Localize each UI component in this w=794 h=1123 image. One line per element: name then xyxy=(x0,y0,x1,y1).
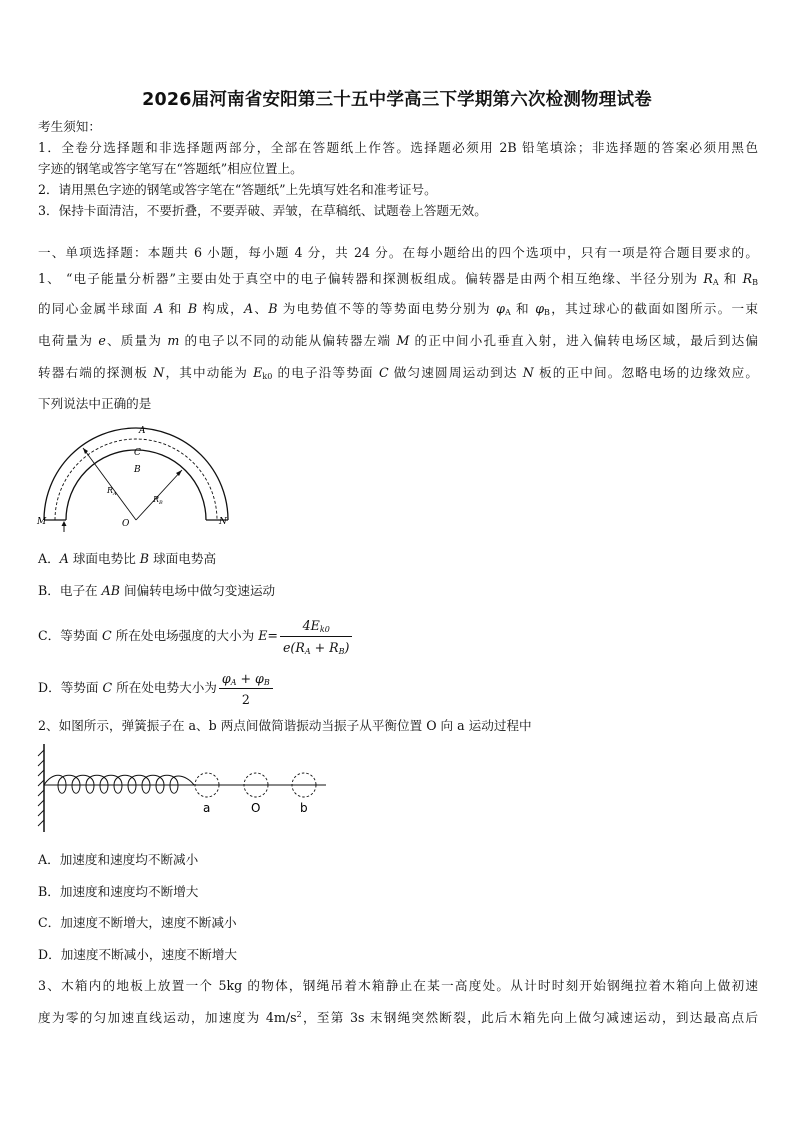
q2-spring-figure xyxy=(36,742,336,836)
q1-stem-line-4: 转器右端的探测板 N，其中动能为 $E_{k0}$ 的电子沿等势面 C 做匀速圆周运动到达 N 板的正中间。忽略电场的边缘效应。 xyxy=(38,365,758,381)
spring-coil xyxy=(44,775,194,793)
q3-stem-line-1: 3、木箱内的地板上放置一个 5kg 的物体，钢绳吊着木箱静止在某一高度处。从计时时刻开始钢绳拉着木箱向上做初速 xyxy=(38,978,758,993)
q1-option-d: D．等势面 C 所在处电势大小为 $\frac{\varphi_A + \varphi_B}{2}$ xyxy=(38,668,758,708)
label-A: A xyxy=(139,426,146,436)
q1-option-b: B．电子在 AB 间偏转电场中做匀变速运动 xyxy=(38,583,276,598)
q1-stem-line-5: 下列说法中正确的是 xyxy=(38,396,152,411)
label-M: M xyxy=(37,517,47,527)
label-C: C xyxy=(134,448,141,458)
label-a: a xyxy=(203,801,211,815)
label-RA: $R_A$ xyxy=(107,486,117,497)
label-O: O xyxy=(122,519,130,529)
q3-stem-line-2: 度为零的匀加速直线运动，加速度为 $4m/s^2$，至第 3s 末钢绳突然断裂，此后木箱先向上做匀减速运动，到达最高点后 xyxy=(38,1010,759,1025)
page-title: 2026届河南省安阳第三十五中学高三下学期第六次检测物理试卷 xyxy=(142,90,652,110)
inner-hemisphere-B xyxy=(66,450,206,520)
label-B: B xyxy=(134,465,141,475)
label-N: N xyxy=(219,517,227,527)
section-heading: 一、单项选择题：本题共 6 小题，每小题 4 分，共 24 分。在每小题给出的四个选项中，只有一项是符合题目要求的。 xyxy=(38,245,758,260)
q1-stem-line-3: 电荷量为 e、质量为 m 的电子以不同的动能从偏转器左端 M 的正中间小孔垂直入射，进入偏转电场区域，最后到达偏 xyxy=(38,333,758,348)
q2-option-d: D．加速度不断减小，速度不断增大 xyxy=(38,947,238,962)
q2-stem: 2、如图所示，弹簧振子在 a、b 两点间做简谐振动当振子从平衡位置 O 向 a 运动过程中 xyxy=(38,718,532,733)
field-strength-fraction: $\frac{4E_{k0}}{e(R_A + R_B)}$ xyxy=(280,617,353,657)
q1-deflector-figure xyxy=(36,426,236,534)
notice-item-3: 3．保持卡面清洁，不要折叠，不要弄破、弄皱，在草稿纸、试题卷上答题无效。 xyxy=(38,203,487,218)
notice-item-1-line-1: 1．全卷分选择题和非选择题两部分，全部在答题纸上作答。选择题必须用 2B 铅笔填涂；非选择题的答案必须用黑色 xyxy=(38,140,758,155)
label-b: b xyxy=(300,801,308,815)
q1-option-c: C．等势面 C 所在处电场强度的大小为 E= $\frac{4E_{k0}}{e(R_A + R_B)}$ xyxy=(38,614,758,658)
q1-stem-line-2: 的同心金属半球面 A 和 B 构成，A、B 为电势值不等的等势面电势分别为 $\varphi_A$ 和 $\varphi_B$，其过球心的截面如图所示。一束 xyxy=(38,301,758,317)
label-O: O xyxy=(251,801,261,815)
q1-option-a: A．A 球面电势比 B 球面电势高 xyxy=(38,551,217,566)
q1-stem-line-1: 1、 “电子能量分析器”主要由处于真空中的电子偏转器和探测板组成。偏转器是由两个相互绝缘、半径分别为 $R_A$ 和 $R_B$ xyxy=(38,271,758,287)
q2-option-a: A．加速度和速度均不断减小 xyxy=(38,852,199,867)
notice-item-1-line-2: 字迹的钢笔或答字笔写在“答题纸”相应位置上。 xyxy=(38,161,303,176)
q2-option-b: B．加速度和速度均不断增大 xyxy=(38,884,199,899)
q2-option-c: C．加速度不断增大，速度不断减小 xyxy=(38,915,237,930)
notice-heading: 考生须知： xyxy=(38,119,101,134)
label-RB: $R_B$ xyxy=(153,495,163,506)
potential-fraction: $\frac{\varphi_A + \varphi_B}{2}$ xyxy=(219,670,273,708)
notice-item-2: 2．请用黑色字迹的钢笔或答字笔在“答题纸”上先填写姓名和准考证号。 xyxy=(38,182,437,197)
